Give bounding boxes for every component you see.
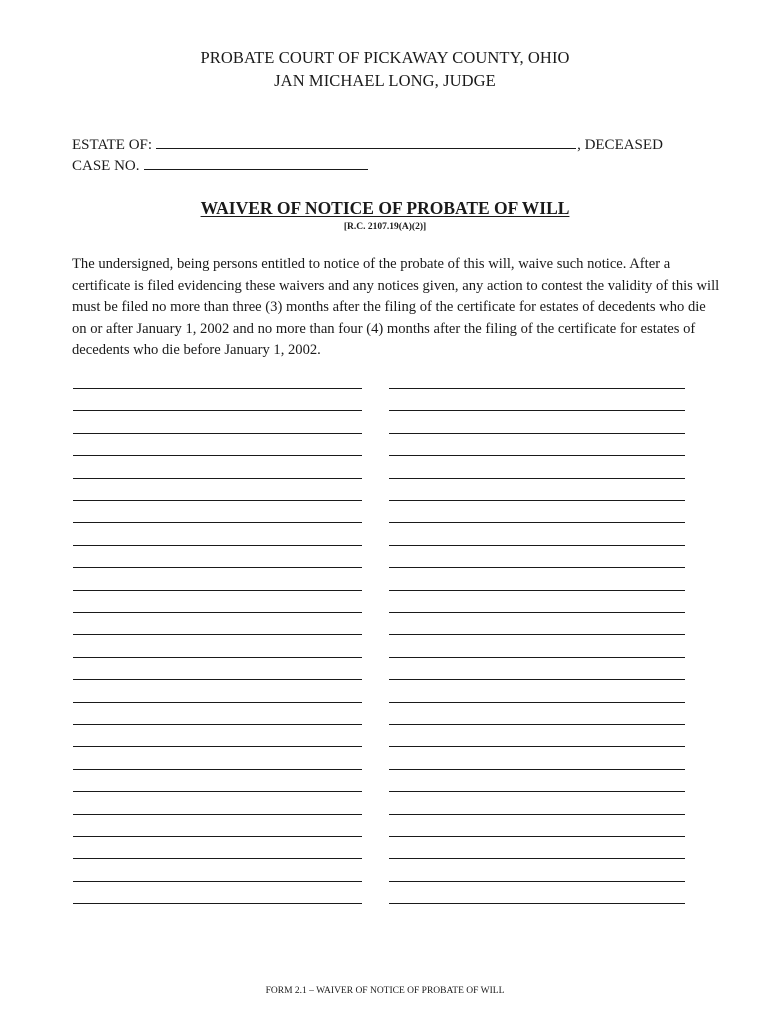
signature-line[interactable]	[389, 567, 685, 568]
judge-name: JAN MICHAEL LONG, JUDGE	[274, 71, 496, 90]
case-number-label: CASE NO.	[72, 158, 140, 174]
signature-line[interactable]	[389, 702, 685, 703]
signature-line[interactable]	[73, 657, 362, 658]
signature-line[interactable]	[73, 545, 362, 546]
signature-line[interactable]	[73, 567, 362, 568]
signature-line[interactable]	[389, 388, 685, 389]
signature-line[interactable]	[73, 702, 362, 703]
signature-line[interactable]	[73, 433, 362, 434]
estate-of-label: ESTATE OF:	[72, 137, 153, 153]
estate-of-field[interactable]	[156, 135, 576, 149]
signature-line[interactable]	[389, 791, 685, 792]
court-header	[0, 46, 770, 92]
signature-line[interactable]	[389, 858, 685, 859]
signature-line[interactable]	[389, 455, 685, 456]
signature-line[interactable]	[389, 724, 685, 725]
signature-line[interactable]	[389, 881, 685, 882]
signature-line[interactable]	[389, 410, 685, 411]
signature-line[interactable]	[389, 433, 685, 434]
case-number-field[interactable]	[144, 156, 368, 170]
signature-line[interactable]	[389, 634, 685, 635]
deceased-label: , DECEASED	[577, 137, 663, 153]
signature-line[interactable]	[73, 881, 362, 882]
signature-line[interactable]	[73, 612, 362, 613]
form-footer: FORM 2.1 – WAIVER OF NOTICE OF PROBATE OF WILL	[265, 986, 505, 996]
signature-line[interactable]	[73, 814, 362, 815]
court-name: PROBATE COURT OF PICKAWAY COUNTY, OHIO	[200, 48, 570, 67]
signature-line[interactable]	[73, 769, 362, 770]
signature-line[interactable]	[73, 679, 362, 680]
signature-line[interactable]	[389, 657, 685, 658]
signature-line[interactable]	[73, 410, 362, 411]
signature-line[interactable]	[73, 388, 362, 389]
signature-line[interactable]	[73, 903, 362, 904]
signature-line[interactable]	[389, 612, 685, 613]
statute-reference: [R.C. 2107.19(A)(2)]	[343, 222, 427, 232]
form-title: WAIVER OF NOTICE OF PROBATE OF WILL	[200, 198, 570, 218]
signature-line[interactable]	[73, 791, 362, 792]
signature-line[interactable]	[389, 545, 685, 546]
signature-line[interactable]	[389, 836, 685, 837]
signature-line[interactable]	[73, 500, 362, 501]
signature-line[interactable]	[73, 836, 362, 837]
signature-line[interactable]	[389, 478, 685, 479]
signature-line[interactable]	[389, 590, 685, 591]
signature-line[interactable]	[73, 590, 362, 591]
waiver-body-text: The undersigned, being persons entitled to notice of the probate of this will, waive such notice. After a certificate is filed evidencing these waivers and any notices given, any action to contest the validity of this will must be filed no more than three (3) months after the filing of the certificate for estates of decedents who die on or after January 1, 2002 and no more than four (4) months after the filing of the certificate for estates of decedents who die before January 1, 2002.	[72, 256, 720, 358]
signature-line[interactable]	[73, 522, 362, 523]
estate-of-row	[72, 135, 663, 155]
case-number-row	[72, 156, 368, 176]
signature-line[interactable]	[73, 858, 362, 859]
signature-line[interactable]	[73, 455, 362, 456]
signature-line[interactable]	[389, 903, 685, 904]
signature-line[interactable]	[73, 724, 362, 725]
signature-line[interactable]	[389, 769, 685, 770]
signature-line[interactable]	[389, 814, 685, 815]
signature-line[interactable]	[73, 478, 362, 479]
signature-line[interactable]	[73, 634, 362, 635]
signature-line[interactable]	[389, 500, 685, 501]
signature-line[interactable]	[389, 746, 685, 747]
signature-line[interactable]	[73, 746, 362, 747]
signature-line[interactable]	[389, 522, 685, 523]
signature-line[interactable]	[389, 679, 685, 680]
